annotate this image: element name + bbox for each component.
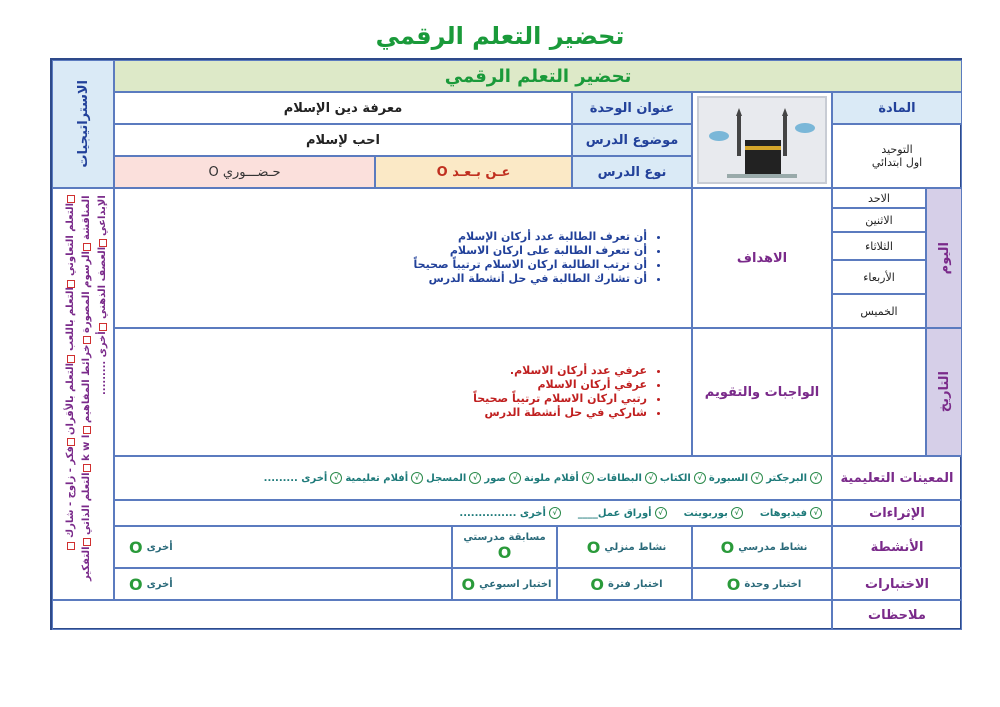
enrichment-option[interactable]: √أخرى ...............	[459, 507, 563, 519]
activities-label: الأنشطة	[832, 526, 962, 568]
test-weekly[interactable]: اختبار اسبوعي O	[452, 568, 557, 600]
objectives-list	[114, 188, 692, 328]
subject-label: المادة	[832, 92, 962, 124]
enrichment-options	[114, 500, 832, 526]
activity-school[interactable]: نشاط مدرسي O	[692, 526, 832, 568]
plan-frame	[50, 58, 962, 630]
enrichment-option[interactable]: √أوراق عمل____	[578, 507, 670, 519]
strategy-item: التعلم باللعب	[65, 280, 76, 352]
lesson-type-label: نوع الدرس	[572, 156, 692, 188]
strategy-item: التفكير الإبداعي	[81, 195, 108, 581]
objective-item: • أن تعرف الطالبة عدد أركان الإسلام	[414, 230, 647, 244]
homework-item: • رتبي اركان الاسلام ترتيباً صحيحاً	[473, 392, 647, 406]
strategy-item: k w l	[81, 426, 92, 460]
notes-value[interactable]	[52, 600, 832, 630]
day-label: اليوم	[926, 188, 962, 328]
strategy-item: فكر - زاوج - شارك	[65, 438, 76, 538]
day-monday: الاثنين	[832, 208, 926, 232]
unit-label: عنوان الوحدة	[572, 92, 692, 124]
strategies-header: الاستراتيجيات	[52, 60, 114, 188]
strategy-item: المناقشة	[65, 195, 92, 550]
aid-option[interactable]: √الكتاب	[660, 472, 709, 484]
objective-item: • أن تتعرف الطالبة على اركان الاسلام	[414, 244, 647, 258]
kaaba-image	[692, 92, 832, 188]
aids-options	[114, 456, 832, 500]
day-tuesday: الثلاثاء	[832, 232, 926, 260]
aid-option[interactable]: √السبورة	[709, 472, 766, 484]
objective-item: • أن ترتب الطالبة اركان الاسلام ترتيباً صحيحاً	[414, 258, 647, 272]
activity-other[interactable]: أخرى O	[114, 526, 452, 568]
test-term[interactable]: اختبار فترة O	[557, 568, 692, 600]
date-label: التاريخ	[926, 328, 962, 456]
strategy-item: خرائط المفاهيم	[81, 336, 92, 423]
objectives-label: الاهداف	[692, 188, 832, 328]
date-value	[832, 328, 926, 456]
test-unit[interactable]: اختبار وحدة O	[692, 568, 832, 600]
aid-option[interactable]: √صور	[484, 472, 524, 484]
objective-item: • أن تشارك الطالبة في حل أنشطة الدرس	[414, 272, 647, 286]
day-sunday: الاحد	[832, 188, 926, 208]
lesson-type-inperson[interactable]: حـضـــوري O	[114, 156, 375, 188]
aid-option[interactable]: √أفلام تعليمية	[345, 472, 426, 484]
page-title: تحضير التعلم الرقمي	[375, 22, 625, 50]
strategy-item: الرسوم المصورة	[81, 243, 92, 333]
day-thursday: الخميس	[832, 294, 926, 328]
lesson-value: احب لإسلام	[114, 124, 572, 156]
strategy-item: أخرى .........	[97, 323, 108, 395]
activity-home[interactable]: نشاط منزلي O	[557, 526, 692, 568]
header-banner: تحضير التعلم الرقمي	[114, 60, 962, 92]
lesson-label: موضوع الدرس	[572, 124, 692, 156]
homework-item: • عرفي أركان الاسلام	[473, 378, 647, 392]
lesson-type-remote[interactable]: عـن بـعـد O	[375, 156, 572, 188]
enrichment-label: الإثراءات	[832, 500, 962, 526]
unit-value: معرفة دين الإسلام	[114, 92, 572, 124]
strategy-item: التعلم بالأقران	[65, 355, 76, 435]
tests-label: الاختبارات	[832, 568, 962, 600]
aid-option[interactable]: √المسجل	[426, 472, 484, 484]
test-other[interactable]: أخرى O	[114, 568, 452, 600]
strategy-item: التعلم التعاوني	[65, 195, 76, 276]
aid-option[interactable]: √البرجكتر	[766, 472, 825, 484]
aid-option[interactable]: √البطاقات	[597, 472, 660, 484]
aid-option[interactable]: √أقلام ملونة	[524, 472, 597, 484]
strategy-item: التعلم الذاتي	[81, 464, 92, 535]
homework-item: • عرفي عدد أركان الاسلام.	[473, 364, 647, 378]
enrichment-option[interactable]: √بوربوينت	[684, 507, 746, 519]
homework-label: الواجبات والتقويم	[692, 328, 832, 456]
notes-label: ملاحظات	[832, 600, 962, 630]
strategy-item: العصف الذهني	[97, 239, 108, 319]
aids-label: المعينات التعليمية	[832, 456, 962, 500]
activity-contest[interactable]: مسابقة مدرستي O	[452, 526, 557, 568]
homework-item: • شاركي في حل أنشطة الدرس	[473, 406, 647, 420]
homework-list	[114, 328, 692, 456]
enrichment-option[interactable]: √فيديوهات	[760, 507, 825, 519]
subject-value: التوحيد اول ابتدائي	[832, 124, 962, 188]
day-wednesday: الأربعاء	[832, 260, 926, 294]
strategies-list	[52, 188, 114, 600]
aid-option[interactable]: √أخرى .........	[264, 472, 346, 484]
